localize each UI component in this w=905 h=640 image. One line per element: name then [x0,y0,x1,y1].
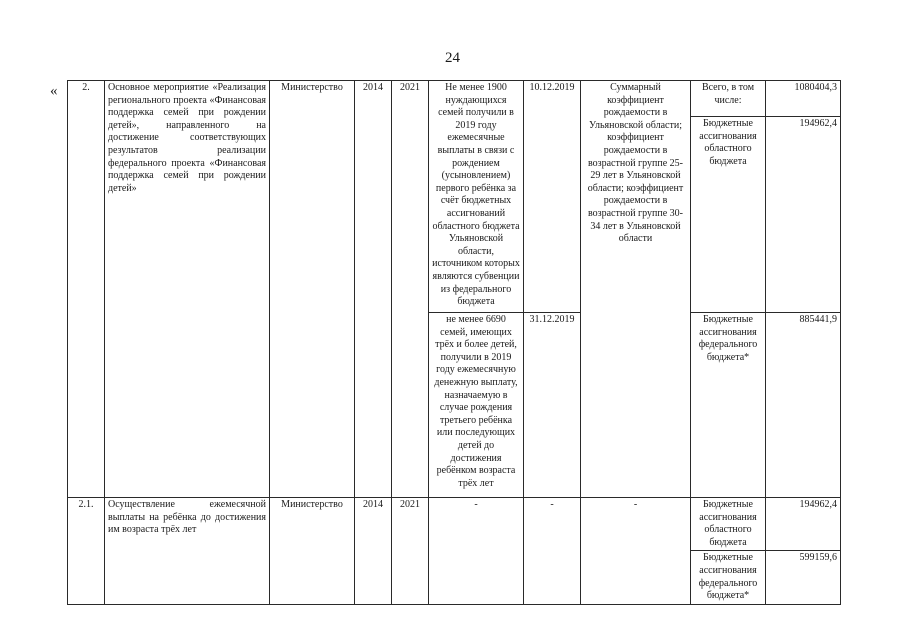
end-year: 2021 [392,81,429,498]
page-number: 24 [445,50,460,66]
table-row-2 [68,81,841,117]
deadline-1: 10.12.2019 [524,81,581,313]
row-number: 2.1. [68,498,105,605]
deadline: - [524,498,581,605]
executor: Министерство [270,498,355,605]
finance-federal-label: Бюджетные ассигнования федерального бюджета* [691,551,766,604]
target-indicator: - [581,498,691,605]
event-name: Основное мероприятие «Реализация регионального проекта «Финансовая поддержка семей при рождении детей», направленного на достижение соответствующих результатов реализации федерального проекта «Финансовая поддержка семей при рождении детей» [105,81,270,498]
start-year: 2014 [355,81,392,498]
finance-regional-label: Бюджетные ассигнования областного бюджета [691,117,766,313]
expected-result-2: не менее 6690 семей, имеющих трёх и более детей, получили в 2019 году ежемесячную денежную выплату, назначаемую в случае рождения третьего ребёнка или последующих детей до достижения ребёнком возраста трёх лет [429,313,524,498]
finance-regional-label: Бюджетные ассигнования областного бюджета [691,498,766,551]
event-name: Осуществление ежемесячной выплаты на ребёнка до достижения им возраста трёх лет [105,498,270,605]
executor: Министерство [270,81,355,498]
table-row-2-1 [68,498,841,551]
start-year: 2014 [355,498,392,605]
finance-regional-value: 194962,4 [766,117,841,313]
row-number: 2. [68,81,105,498]
target-indicator: Суммарный коэффициент рождаемости в Ульяновской области; коэффициент рождаемости в возрастной группе 25-29 лет в Ульяновской области; коэффициент рождаемости в возрастной группе 30-34 лет в Ульяновской области [581,81,691,498]
finance-total-label: Всего, в том числе: [691,81,766,117]
deadline-2: 31.12.2019 [524,313,581,498]
expected-result-1: Не менее 1900 нуждающихся семей получили в 2019 году ежемесячные выплаты в связи с рождением (усыновлением) первого ребёнка за счёт бюджетных ассигнований областного бюджета Ульяновской области, источником которых являются субвенции из федерального бюджета [429,81,524,313]
finance-federal-value: 885441,9 [766,313,841,498]
opening-quote-mark: « [50,83,58,99]
finance-total-value: 1080404,3 [766,81,841,117]
end-year: 2021 [392,498,429,605]
finance-regional-value: 194962,4 [766,498,841,551]
finance-federal-value: 599159,6 [766,551,841,604]
program-events-table [67,80,841,605]
finance-federal-label: Бюджетные ассигнования федерального бюджета* [691,313,766,498]
expected-result: - [429,498,524,605]
